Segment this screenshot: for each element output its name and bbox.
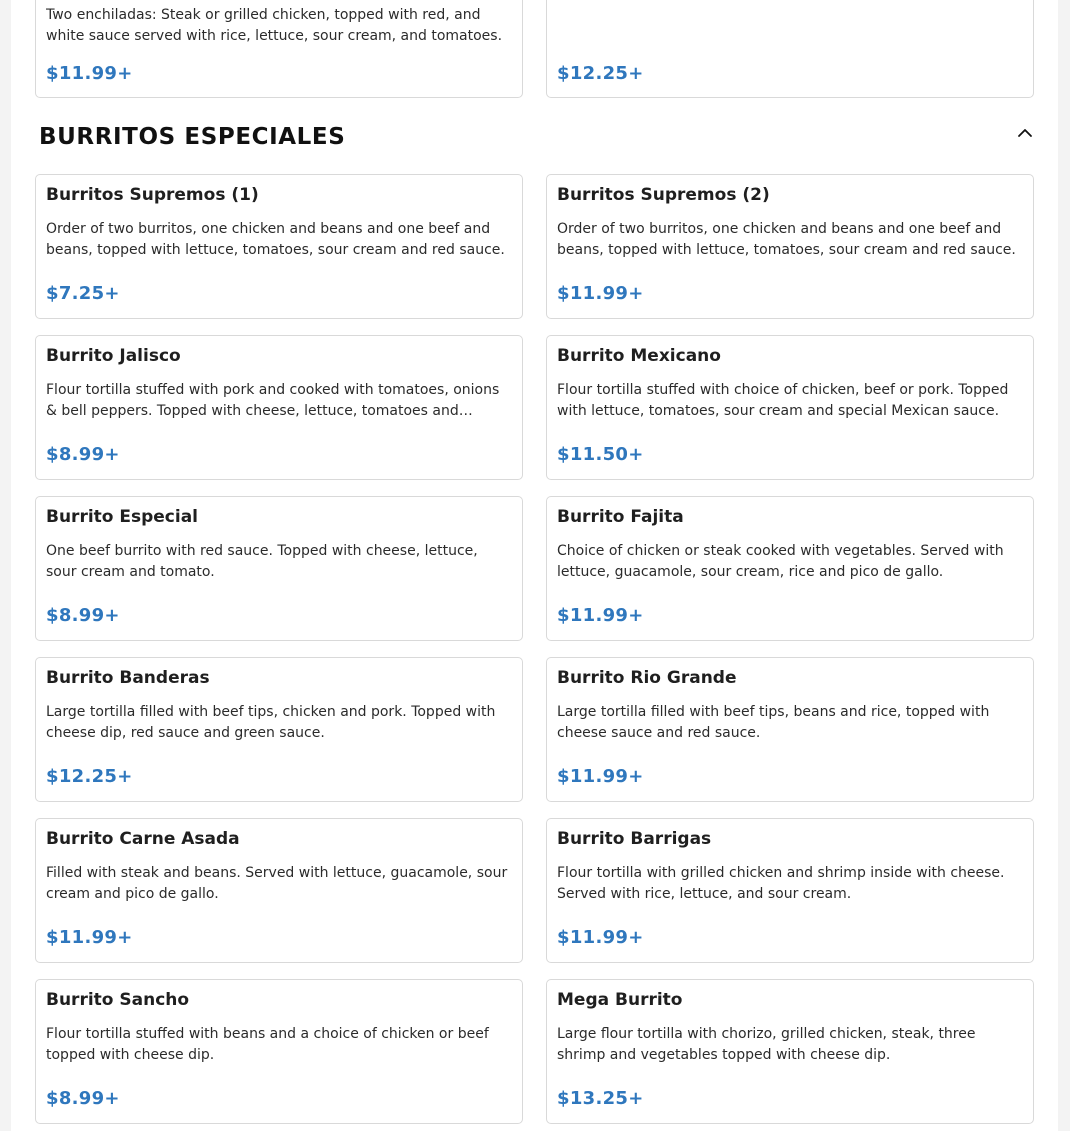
menu-item-description: Choice of chicken or steak cooked with vegetables. Served with lettuce, guacamole, sour cream, rice and pico de gallo. (557, 543, 1004, 580)
menu-item-description: Flour tortilla stuffed with choice of chicken, beef or pork. Topped with lettuce, tomatoes, sour cream and special Mexican sauce. (557, 382, 1009, 419)
menu-item-description: Large tortilla filled with beef tips, chicken and pork. Topped with cheese dip, red sauce and green sauce. (46, 704, 496, 741)
menu-item-price: $12.25+ (557, 63, 644, 84)
menu-item-description: Order of two burritos, one chicken and beans and one beef and beans, topped with lettuce, tomatoes, sour cream and red sauce. (557, 221, 1016, 258)
menu-item-name: Burrito Mexicano (557, 346, 721, 366)
menu-item-description: Flour tortilla stuffed with pork and cooked with tomatoes, onions & bell peppers. Topped with cheese, lettuce, tomatoes and… (46, 382, 500, 419)
menu-item-price: $11.99+ (46, 63, 133, 84)
section-title: BURRITOS ESPECIALES (39, 124, 346, 150)
menu-item-name: Burrito Especial (46, 507, 199, 527)
chevron-up-icon[interactable] (1015, 124, 1035, 140)
menu-item-card[interactable] (35, 335, 523, 480)
menu-item-card[interactable] (546, 174, 1034, 319)
menu-item-description: Order of two burritos, one chicken and beans and one beef and beans, topped with lettuce, tomatoes, sour cream and red sauce. (46, 221, 505, 258)
menu-item-price: $11.50+ (557, 444, 644, 465)
menu-item-card[interactable] (546, 657, 1034, 802)
menu-item-card[interactable] (35, 174, 523, 319)
menu-item-card[interactable] (546, 0, 1034, 98)
menu-item-price: $13.25+ (557, 1088, 644, 1109)
menu-item-name: Burritos Supremos (2) (557, 185, 770, 205)
menu-item-description: Large flour tortilla with chorizo, grilled chicken, steak, three shrimp and vegetables topped with cheese dip. (557, 1026, 976, 1063)
menu-item-description: One beef burrito with red sauce. Topped with cheese, lettuce, sour cream and tomato. (46, 543, 478, 580)
menu-item-price: $11.99+ (46, 927, 133, 948)
menu-item-card[interactable] (35, 0, 523, 98)
menu-item-price: $11.99+ (557, 605, 644, 626)
menu-page (11, 0, 1058, 1131)
menu-item-description: Flour tortilla stuffed with beans and a choice of chicken or beef topped with cheese dip. (46, 1026, 489, 1063)
menu-item-name: Burrito Fajita (557, 507, 684, 527)
menu-item-price: $11.99+ (557, 766, 644, 787)
menu-item-name: Burrito Rio Grande (557, 668, 737, 688)
menu-item-description: Large tortilla filled with beef tips, beans and rice, topped with cheese sauce and red sauce. (557, 704, 990, 741)
menu-item-card[interactable] (35, 496, 523, 641)
menu-item-description: Filled with steak and beans. Served with lettuce, guacamole, sour cream and pico de gallo. (46, 865, 508, 902)
menu-item-card[interactable] (35, 979, 523, 1124)
menu-item-card[interactable] (546, 818, 1034, 963)
menu-item-price: $7.25+ (46, 283, 120, 304)
menu-item-price: $12.25+ (46, 766, 133, 787)
menu-item-description: Flour tortilla with grilled chicken and shrimp inside with cheese. Served with rice, lettuce, and sour cream. (557, 865, 1005, 902)
menu-item-price: $11.99+ (557, 927, 644, 948)
menu-item-name: Burrito Barrigas (557, 829, 712, 849)
menu-item-name: Burrito Sancho (46, 990, 190, 1010)
menu-item-price: $8.99+ (46, 605, 120, 626)
menu-item-description: Two enchiladas: Steak or grilled chicken, topped with red, and white sauce served with rice, lettuce, sour cream, and tomatoes. (46, 7, 503, 44)
menu-item-card[interactable] (546, 496, 1034, 641)
menu-item-name: Burritos Supremos (1) (46, 185, 259, 205)
menu-item-name: Burrito Banderas (46, 668, 210, 688)
menu-item-price: $8.99+ (46, 1088, 120, 1109)
menu-item-price: $8.99+ (46, 444, 120, 465)
menu-item-card[interactable] (35, 657, 523, 802)
menu-item-name: Burrito Carne Asada (46, 829, 240, 849)
menu-item-name: Burrito Jalisco (46, 346, 181, 366)
menu-item-name: Mega Burrito (557, 990, 683, 1010)
menu-item-card[interactable] (35, 818, 523, 963)
menu-item-card[interactable] (546, 979, 1034, 1124)
menu-item-card[interactable] (546, 335, 1034, 480)
menu-item-price: $11.99+ (557, 283, 644, 304)
